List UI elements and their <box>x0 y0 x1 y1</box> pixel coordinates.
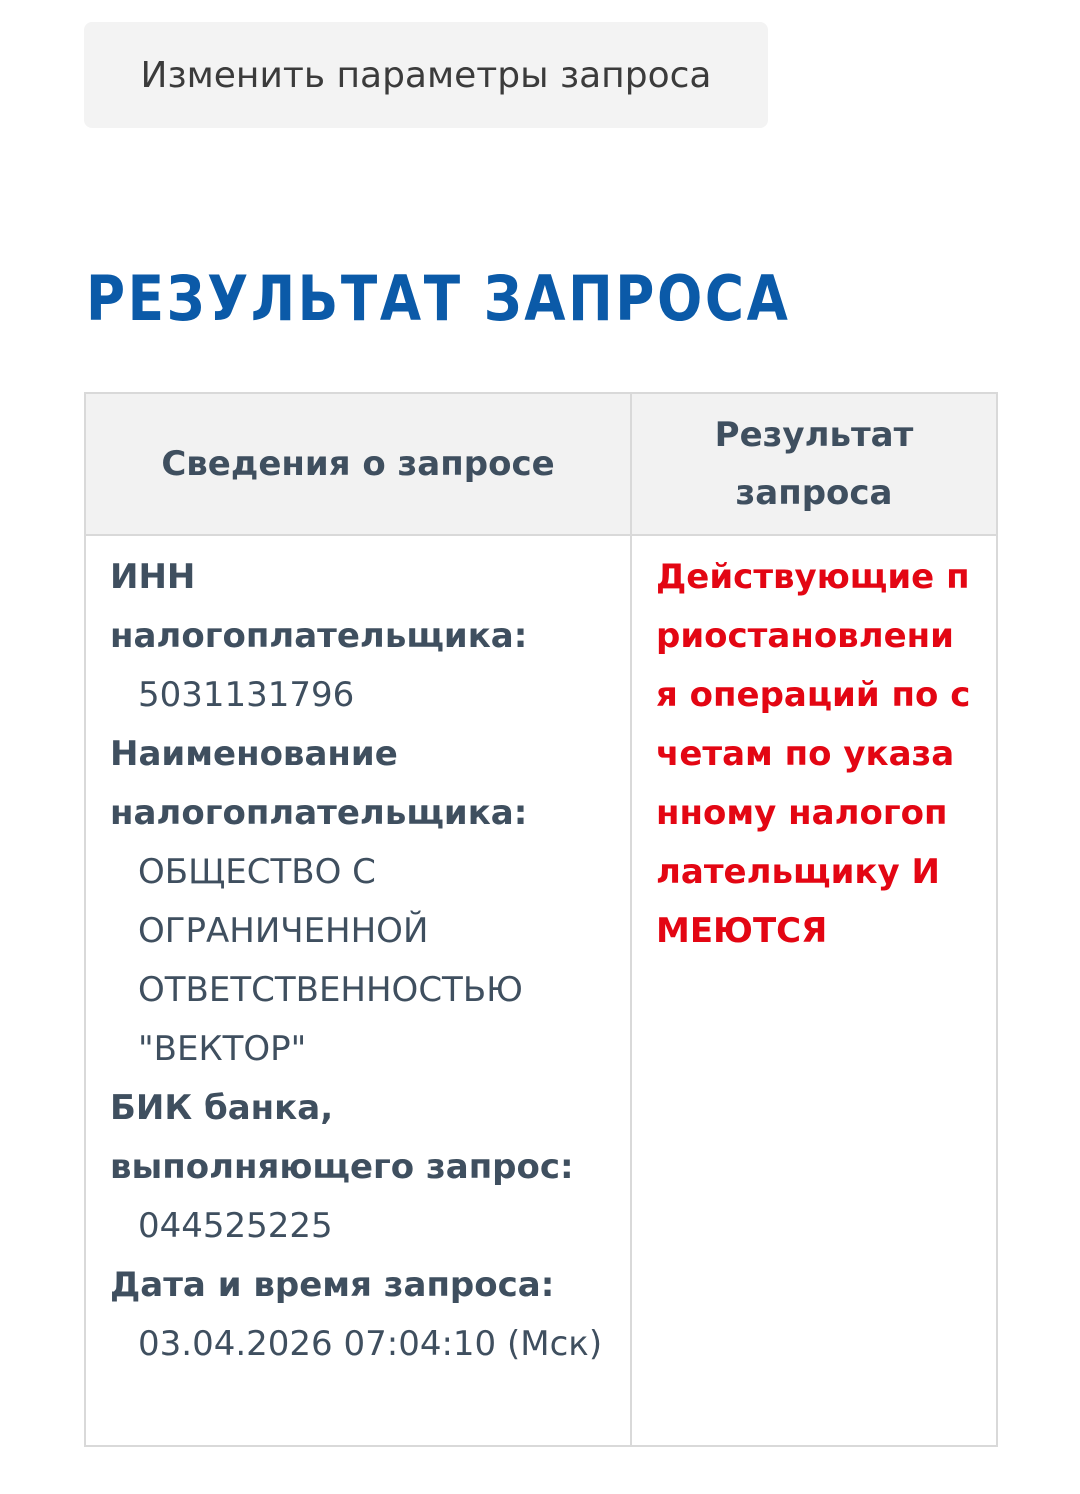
taxpayer-name-label: Наименование налогоплательщика: <box>110 734 528 833</box>
header-request-info: Сведения о запросе <box>85 393 631 535</box>
bik-label: БИК банка, выполняющего запрос: <box>110 1088 574 1187</box>
suspension-status-text: Действующие приостановления операций по счетам по указанному налогоплательщику ИМЕЮТСЯ <box>656 557 971 951</box>
result-title: РЕЗУЛЬТАТ ЗАПРОСА <box>86 262 791 335</box>
request-datetime-label: Дата и время запроса: <box>110 1265 555 1305</box>
inn-label: ИНН налогоплательщика: <box>110 557 528 656</box>
change-request-parameters-button[interactable]: Изменить параметры запроса <box>84 22 768 128</box>
bik-value: 044525225 <box>138 1206 333 1246</box>
inn-value: 5031131796 <box>138 675 355 715</box>
request-result-cell <box>631 535 997 1446</box>
taxpayer-name-value: ОБЩЕСТВО С ОГРАНИЧЕННОЙ ОТВЕТСТВЕННОСТЬЮ "ВЕКТОР" <box>138 852 523 1069</box>
table-row <box>85 535 997 1446</box>
result-table <box>84 392 998 1447</box>
request-datetime-value: 03.04.2026 07:04:10 (Мск) <box>138 1324 603 1364</box>
header-request-result: Результат запроса <box>631 393 997 535</box>
request-info-cell <box>85 535 631 1446</box>
table-header-row <box>85 393 997 535</box>
